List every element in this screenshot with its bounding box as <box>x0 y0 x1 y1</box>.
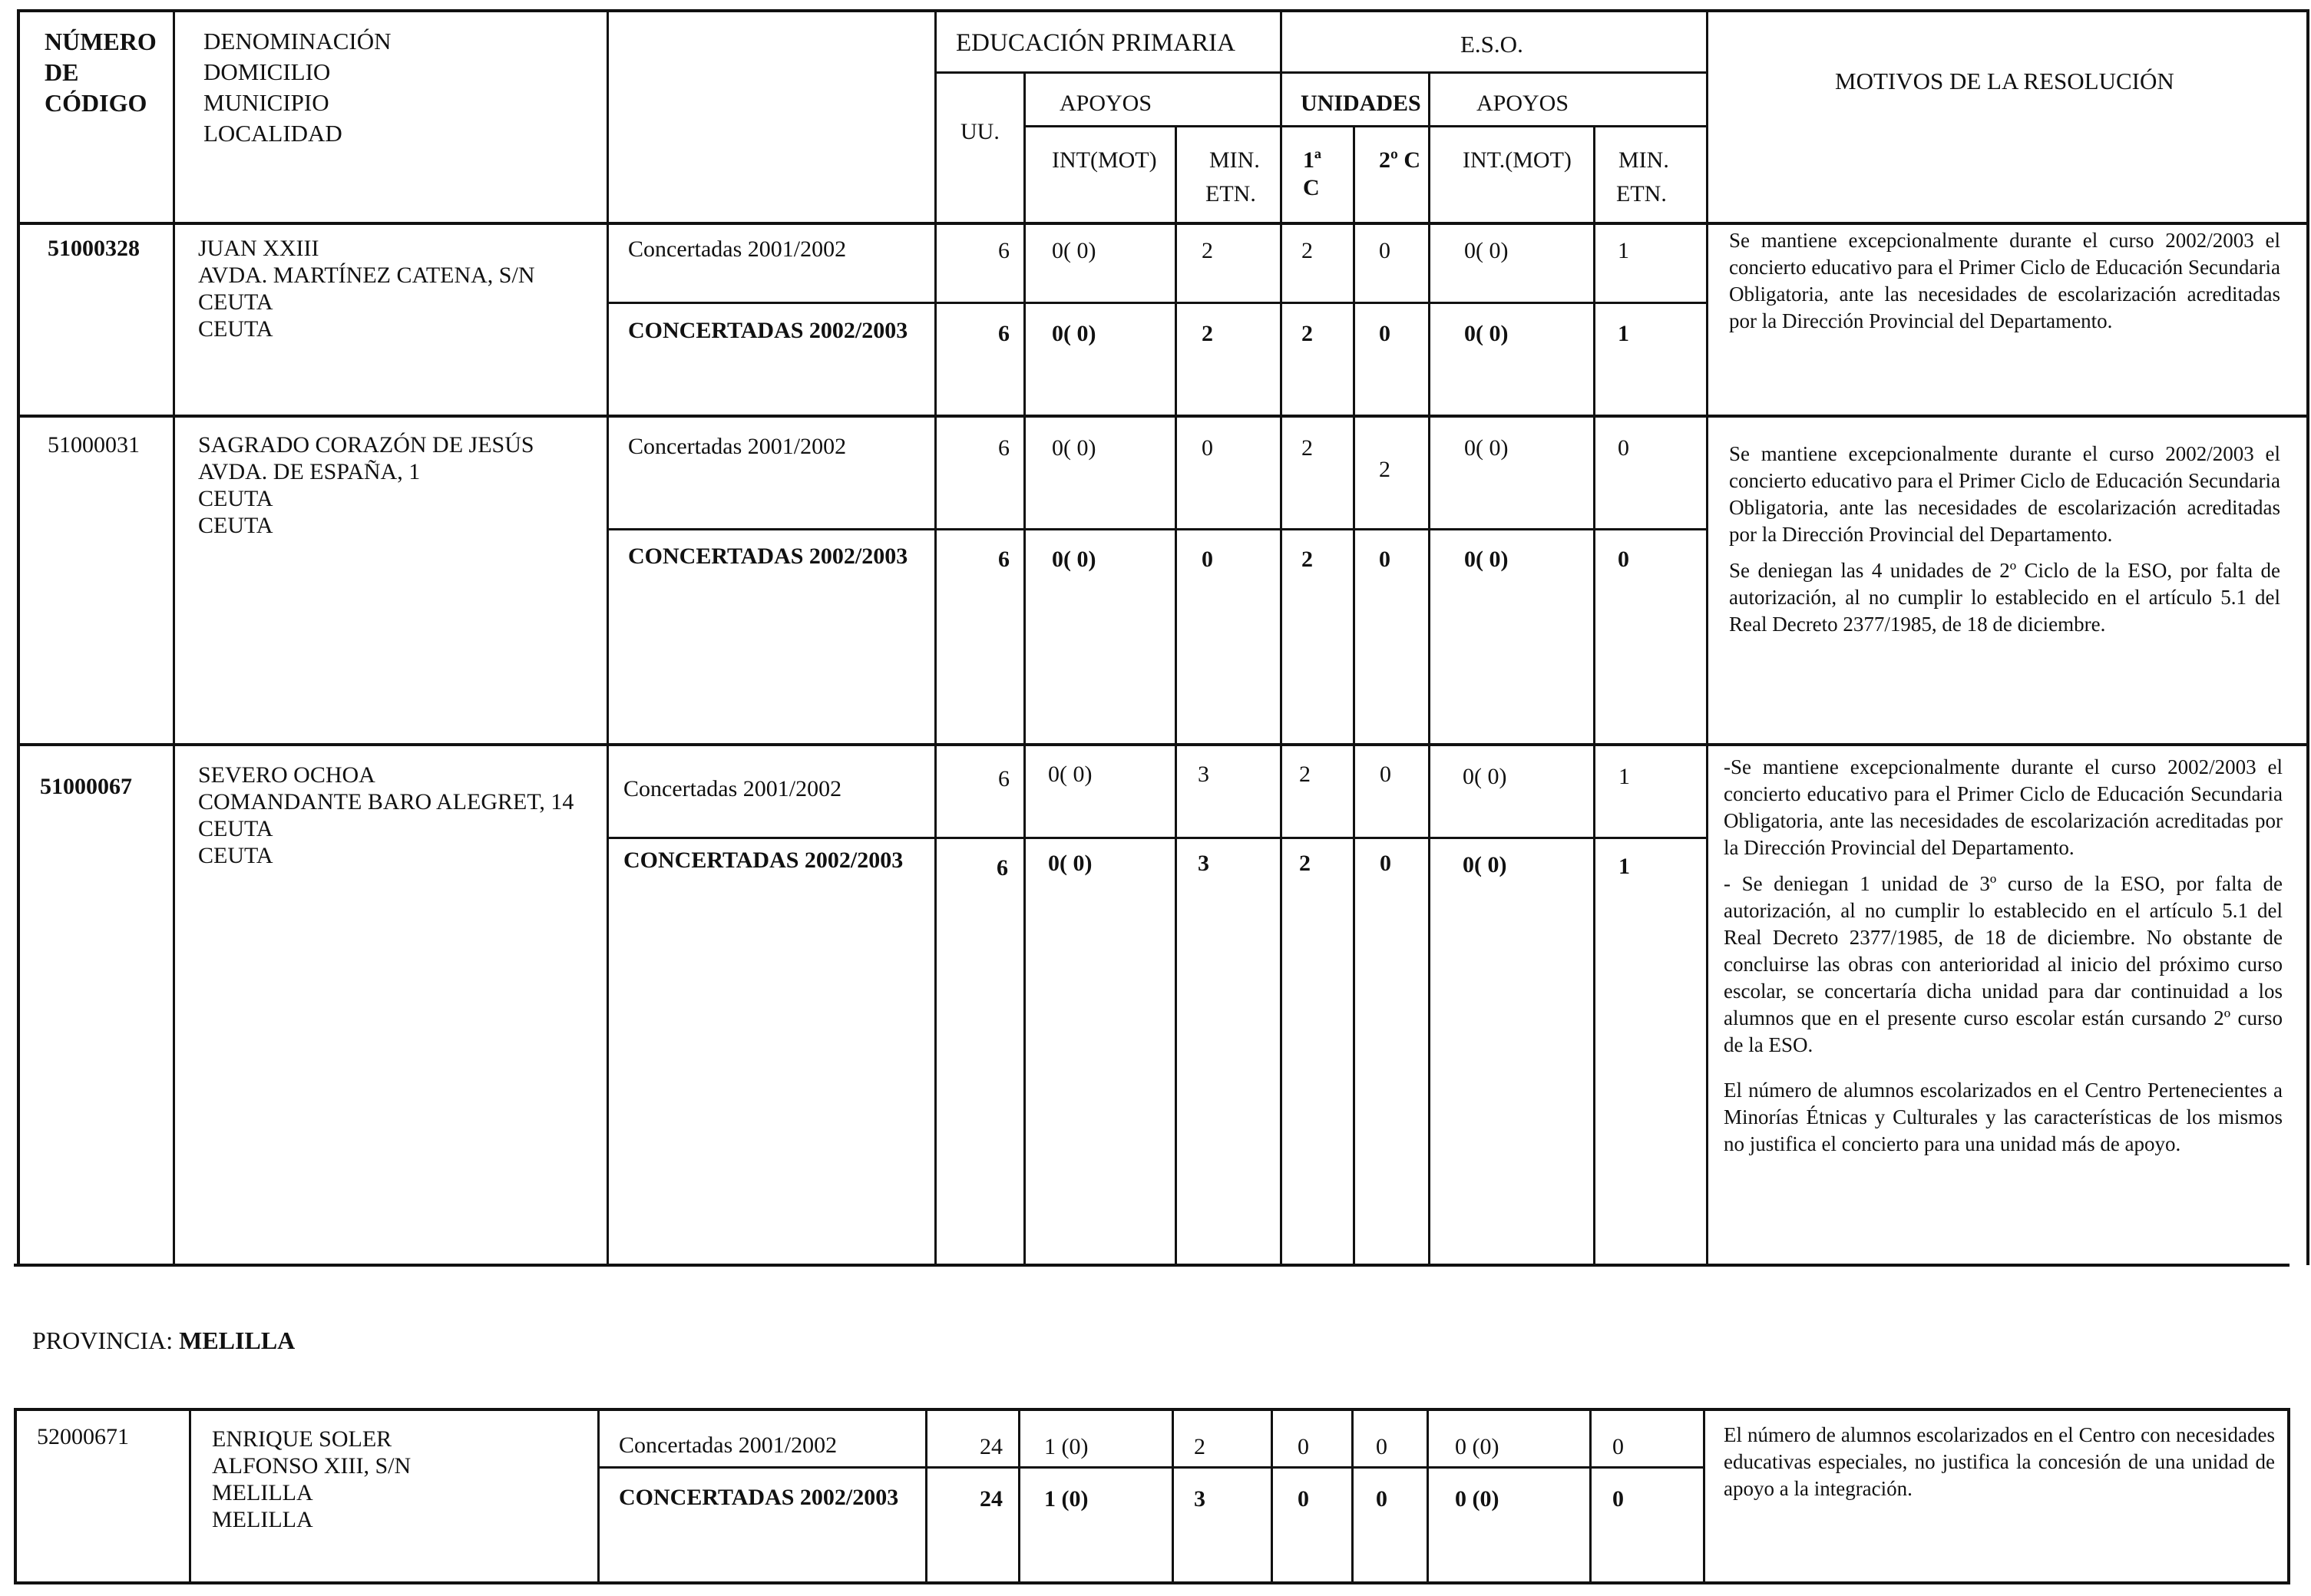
uu: 6 <box>998 766 1010 791</box>
hdr-eso: E.S.O. <box>1460 31 1523 58</box>
c2: 0 <box>1380 762 1391 787</box>
col-sep-int <box>1175 127 1177 1265</box>
c1: 2 <box>1301 435 1313 461</box>
int-mot: 0( 0) <box>1052 547 1096 572</box>
hdr-motivos: MOTIVOS DE LA RESOLUCIÓN <box>1835 68 2174 94</box>
center-localidad: CEUTA <box>198 843 273 868</box>
hdr-int-mot: INT(MOT) <box>1052 147 1157 173</box>
table-top-border <box>17 9 2309 12</box>
m-col-sep-min <box>1271 1408 1273 1584</box>
m-col-sep-c1 <box>1351 1408 1354 1584</box>
uu: 6 <box>998 547 1010 572</box>
codigo: 51000067 <box>40 774 132 799</box>
m-col-sep-c2 <box>1427 1408 1429 1584</box>
melilla-bottom-border <box>14 1581 2290 1584</box>
hdr-uu: UU. <box>960 119 1000 144</box>
center-name: SEVERO OCHOA <box>198 762 375 788</box>
table-bottom-border <box>14 1264 2290 1267</box>
int-mot-eso: 0( 0) <box>1463 764 1507 789</box>
melilla-left-border <box>14 1408 17 1584</box>
c2: 2 <box>1379 457 1390 482</box>
hdr-apoyos-eso: APOYOS <box>1476 91 1569 116</box>
c2: 0 <box>1379 547 1390 572</box>
col-sep-uu <box>1023 73 1026 1265</box>
subrow-sep-2 <box>607 528 1706 530</box>
provincia-name: MELILLA <box>179 1327 296 1354</box>
min-etn: 3 <box>1194 1486 1205 1512</box>
c2: 0 <box>1379 238 1390 263</box>
motivo-paragraph: Se mantiene excepcionalmente durante el curso 2002/2003 el concierto educativo para el Primer Ciclo de Educación Secundaria Obligatoria, ante las necesidades de escolarización acreditadas por la Dirección Provincial del Departamento. <box>1729 229 2280 332</box>
hdr-line-2 <box>1023 125 1706 127</box>
codigo: 51000031 <box>48 432 140 458</box>
col-sep-denominacion <box>607 9 609 1265</box>
codigo: 51000328 <box>48 236 140 261</box>
col-sep-label <box>934 9 937 1265</box>
int-mot-eso: 0 (0) <box>1455 1486 1499 1512</box>
min-etn: 0 <box>1202 547 1213 572</box>
m-col-sep-motivos <box>1703 1408 1705 1584</box>
c2: 0 <box>1376 1486 1387 1512</box>
hdr-de: DE <box>45 58 79 86</box>
int-mot-eso: 0( 0) <box>1464 435 1509 461</box>
int-mot-eso: 0( 0) <box>1464 321 1509 346</box>
row-label-2001: Concertadas 2001/2002 <box>628 434 847 459</box>
c1: 2 <box>1299 851 1311 876</box>
center-localidad: CEUTA <box>198 513 273 538</box>
header-bottom <box>17 222 2309 225</box>
min-etn-eso: 0 <box>1612 1434 1624 1459</box>
m-col-sep-denominacion <box>597 1408 600 1584</box>
hdr-denominacion: DENOMINACIÓN <box>203 28 392 55</box>
center-name: JUAN XXIII <box>198 236 319 261</box>
hdr-1c-a: 1ª <box>1303 147 1321 173</box>
hdr-educacion-primaria: EDUCACIÓN PRIMARIA <box>956 29 1235 57</box>
hdr-domicilio: DOMICILIO <box>203 58 331 85</box>
int-mot: 0( 0) <box>1048 762 1093 787</box>
hdr-localidad: LOCALIDAD <box>203 120 342 147</box>
uu: 6 <box>998 435 1010 461</box>
codigo: 52000671 <box>37 1424 129 1449</box>
center-address: COMANDANTE BARO ALEGRET, 14 <box>198 789 574 815</box>
center-name: ENRIQUE SOLER <box>212 1426 392 1452</box>
col-sep-codigo <box>173 9 175 1265</box>
hdr-line-1 <box>934 71 1706 74</box>
m-subrow-sep <box>597 1466 1703 1469</box>
motivo-paragraph: El número de alumnos escolarizados en el Centro Pertenecientes a Minorías Étnicas y Culturales y las características de los mismos no justifica el concierto para una unidad más de apoyo. <box>1724 1079 2283 1155</box>
row-label-2001: Concertadas 2001/2002 <box>623 776 842 801</box>
c1: 2 <box>1301 321 1313 346</box>
provincia-label: PROVINCIA: <box>32 1327 174 1354</box>
center-name: SAGRADO CORAZÓN DE JESÚS <box>198 432 534 458</box>
col-sep-motivos <box>1706 9 1708 1265</box>
c1: 0 <box>1298 1486 1309 1512</box>
motivo-paragraph: -Se mantiene excepcionalmente durante el curso 2002/2003 el concierto educativo para el Primer Ciclo de Educación Secundaria Obligatoria, ante las necesidades de escolarización acreditadas por la Dirección Provincial del Departamento. <box>1724 755 2283 859</box>
melilla-right-border <box>2287 1408 2290 1584</box>
c1: 0 <box>1298 1434 1309 1459</box>
row-label-2002: CONCERTADAS 2002/2003 <box>628 318 908 343</box>
table-right-border <box>2306 9 2309 1265</box>
motivo-paragraph: Se mantiene excepcionalmente durante el curso 2002/2003 el concierto educativo para el Primer Ciclo de Educación Secundaria Obligatoria, ante las necesidades de escolarización acreditadas por la Dirección Provincial del Departamento. <box>1729 442 2280 546</box>
min-etn-eso: 1 <box>1618 321 1629 346</box>
hdr-etn-eso: ETN. <box>1616 181 1667 207</box>
center-localidad: MELILLA <box>212 1507 313 1532</box>
motivo-paragraph: Se deniegan las 4 unidades de 2º Ciclo de la ESO, por falta de autorización, al no cumplir lo establecido en el artículo 5.1 del Real Decreto 2377/1985, de 18 de diciembre. <box>1729 559 2280 636</box>
c2: 0 <box>1380 851 1391 876</box>
hdr-apoyos-primaria: APOYOS <box>1060 91 1152 116</box>
row-sep-1 <box>17 415 2309 418</box>
int-mot-eso: 0( 0) <box>1464 547 1509 572</box>
motivos-text <box>1729 227 2280 335</box>
motivos-text <box>1729 441 2280 638</box>
hdr-int-mot-eso: INT.(MOT) <box>1463 147 1572 173</box>
col-sep-unidades <box>1428 73 1430 1265</box>
int-mot: 0( 0) <box>1052 238 1096 263</box>
min-etn: 2 <box>1202 238 1213 263</box>
m-col-sep-codigo <box>189 1408 191 1584</box>
center-address: AVDA. MARTÍNEZ CATENA, S/N <box>198 263 535 288</box>
row-label-2001: Concertadas 2001/2002 <box>628 236 847 262</box>
int-mot: 0( 0) <box>1052 435 1096 461</box>
uu: 6 <box>998 321 1010 346</box>
c1: 2 <box>1301 547 1313 572</box>
m-col-sep-uu <box>1018 1408 1020 1584</box>
hdr-etn: ETN. <box>1205 181 1256 207</box>
center-address: ALFONSO XIII, S/N <box>212 1453 412 1479</box>
center-address: AVDA. DE ESPAÑA, 1 <box>198 459 421 484</box>
int-mot: 0( 0) <box>1048 851 1093 876</box>
hdr-min: MIN. <box>1209 147 1260 173</box>
c1: 2 <box>1299 762 1311 787</box>
hdr-codigo: CÓDIGO <box>45 89 147 117</box>
min-etn-eso: 0 <box>1618 435 1629 461</box>
m-col-sep-label <box>925 1408 927 1584</box>
min-etn-eso: 0 <box>1618 547 1629 572</box>
min-etn: 3 <box>1198 851 1209 876</box>
min-etn-eso: 1 <box>1618 764 1630 789</box>
int-mot: 0( 0) <box>1052 321 1096 346</box>
subrow-sep-1 <box>607 302 1706 304</box>
hdr-unidades: UNIDADES <box>1301 91 1421 116</box>
hdr-numero: NÚMERO <box>45 28 157 55</box>
col-sep-primaria-eso <box>1280 9 1282 1265</box>
hdr-min-eso: MIN. <box>1618 147 1669 173</box>
min-etn: 0 <box>1202 435 1213 461</box>
row-sep-2 <box>17 743 2309 746</box>
hdr-1c-b: C <box>1303 175 1320 200</box>
uu: 24 <box>980 1434 1003 1459</box>
m-col-sep-int <box>1172 1408 1174 1584</box>
motivo-paragraph: El número de alumnos escolarizados en el Centro con necesidades educativas especiales, no justifica la concesión de una unidad de apoyo a la integración. <box>1724 1423 2275 1500</box>
table-left-border <box>17 9 20 1265</box>
subrow-sep-3 <box>607 837 1706 839</box>
motivos-text <box>1724 754 2283 1158</box>
col-sep-int-eso <box>1593 127 1595 1265</box>
int-mot-eso: 0( 0) <box>1464 238 1509 263</box>
col-sep-c1 <box>1353 127 1355 1265</box>
center-municipio: CEUTA <box>198 486 273 511</box>
uu: 6 <box>997 855 1008 881</box>
row-label-2002: CONCERTADAS 2002/2003 <box>623 848 904 873</box>
int-mot: 1 (0) <box>1044 1434 1089 1459</box>
c2: 0 <box>1379 321 1390 346</box>
min-etn: 2 <box>1194 1434 1205 1459</box>
min-etn: 3 <box>1198 762 1209 787</box>
uu: 24 <box>980 1486 1003 1512</box>
min-etn-eso: 1 <box>1618 238 1629 263</box>
m-col-sep-int-eso <box>1589 1408 1592 1584</box>
row-label-2001: Concertadas 2001/2002 <box>619 1432 838 1458</box>
min-etn-eso: 1 <box>1618 854 1630 879</box>
melilla-top-border <box>14 1408 2290 1411</box>
c1: 2 <box>1301 238 1313 263</box>
center-municipio: CEUTA <box>198 816 273 841</box>
row-label-2002: CONCERTADAS 2002/2003 <box>628 544 908 569</box>
provincia-heading <box>32 1327 295 1355</box>
center-municipio: CEUTA <box>198 289 273 315</box>
min-etn-eso: 0 <box>1612 1486 1624 1512</box>
hdr-municipio: MUNICIPIO <box>203 89 329 116</box>
center-localidad: CEUTA <box>198 316 273 342</box>
motivos-text <box>1724 1422 2275 1502</box>
int-mot-eso: 0 (0) <box>1455 1434 1499 1459</box>
min-etn: 2 <box>1202 321 1213 346</box>
int-mot-eso: 0( 0) <box>1463 852 1507 877</box>
int-mot: 1 (0) <box>1044 1486 1089 1512</box>
motivo-paragraph: - Se deniegan 1 unidad de 3º curso de la ESO, por falta de autorización, al no cumplir lo establecido en el artículo 5.1 del Real Decreto 2377/1985, de 18 de diciembre. No obstante de concluirse las obras con anterioridad al inicio del próximo curso escolar, se concertaría dicha unidad para dar continuidad a los alumnos que en el presente curso escolar están cursando 2º curso de la ESO. <box>1724 872 2283 1056</box>
center-municipio: MELILLA <box>212 1480 313 1505</box>
uu: 6 <box>998 238 1010 263</box>
hdr-2c: 2º C <box>1379 147 1421 173</box>
row-label-2002: CONCERTADAS 2002/2003 <box>619 1485 899 1510</box>
c2: 0 <box>1376 1434 1387 1459</box>
